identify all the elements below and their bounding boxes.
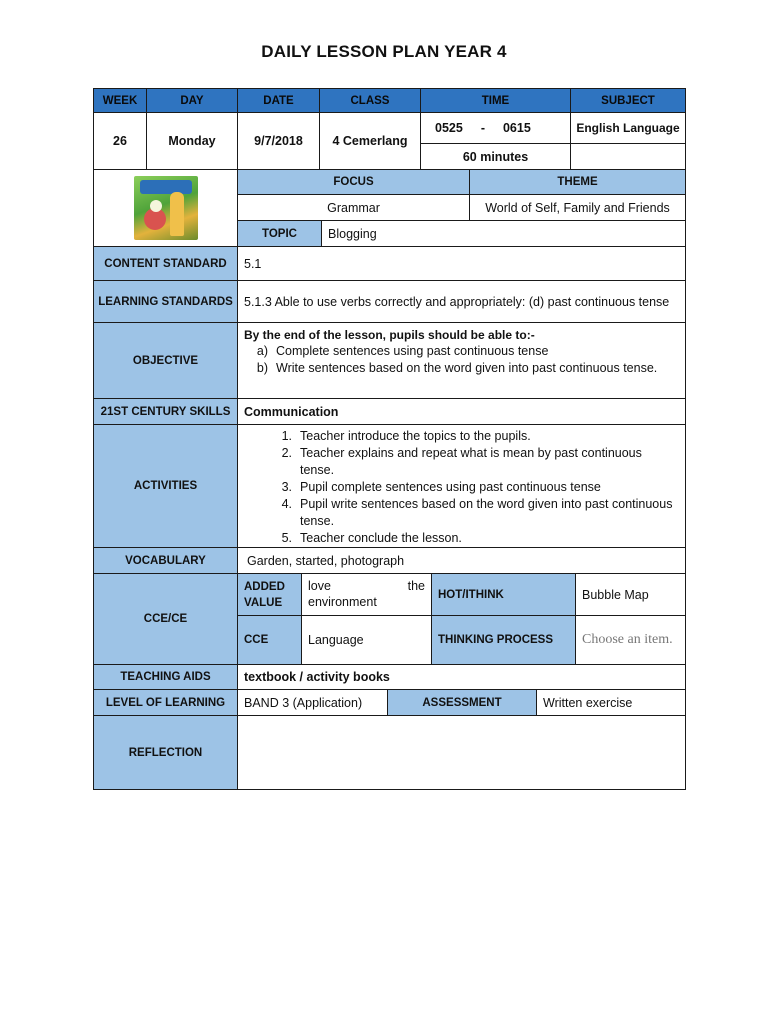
reflection-value[interactable] xyxy=(237,715,686,790)
objective-item: b) Write sentences based on the word given into past continuous tense. xyxy=(256,361,658,375)
cce-ce-label: CCE/CE xyxy=(93,573,238,665)
day-value: Monday xyxy=(146,112,238,170)
activity-item: 4. Pupil write sentences based on the word given into past continuous tense. xyxy=(281,497,673,528)
level-of-learning-label: LEVEL OF LEARNING xyxy=(93,689,238,716)
objective-intro: By the end of the lesson, pupils should be able to:- xyxy=(244,328,535,342)
page-title: DAILY LESSON PLAN YEAR 4 xyxy=(261,42,507,61)
content-standard-value: 5.1 xyxy=(237,246,686,281)
theme-header: THEME xyxy=(469,169,686,195)
date-header: DATE xyxy=(237,88,320,113)
duration-value: 60 minutes xyxy=(420,143,571,170)
learning-standards-label: LEARNING STANDARDS xyxy=(93,280,238,323)
objective-item: a) Complete sentences using past continuous tense xyxy=(256,344,549,358)
objective-label: OBJECTIVE xyxy=(93,322,238,399)
level-of-learning-value: BAND 3 (Application) xyxy=(237,689,388,716)
book-cover-cell xyxy=(93,169,238,247)
assessment-value: Written exercise xyxy=(536,689,686,716)
time-range xyxy=(420,112,571,144)
teaching-aids-label: TEACHING AIDS xyxy=(93,664,238,690)
skills-label: 21ST CENTURY SKILLS xyxy=(93,398,238,425)
subject-empty-cell xyxy=(570,143,686,170)
added-value-word: the xyxy=(407,579,425,593)
cce-sub-label: CCE xyxy=(237,615,302,665)
time-separator: - xyxy=(480,121,485,135)
focus-header: FOCUS xyxy=(237,169,470,195)
objective-list xyxy=(244,343,679,377)
content-standard-label: CONTENT STANDARD xyxy=(93,246,238,281)
hot-ithink-label: HOT/ITHINK xyxy=(431,573,576,616)
time-end: 0615 xyxy=(502,121,531,135)
topic-label: TOPIC xyxy=(237,220,322,247)
added-value-word: love xyxy=(308,579,331,593)
activities-label: ACTIVITIES xyxy=(93,424,238,548)
added-value-line2: environment xyxy=(308,595,377,609)
activity-item: 5. Teacher conclude the lesson. xyxy=(281,531,462,545)
activities-cell xyxy=(237,424,686,548)
objective-cell xyxy=(237,322,686,399)
learning-standards-value: 5.1.3 Able to use verbs correctly and appropriately: (d) past continuous tense xyxy=(237,280,686,323)
week-header: WEEK xyxy=(93,88,147,113)
focus-value: Grammar xyxy=(237,194,470,221)
hot-ithink-value: Bubble Map xyxy=(575,573,686,616)
subject-value: English Language xyxy=(570,112,686,144)
activity-item: 3. Pupil complete sentences using past continuous tense xyxy=(281,480,601,494)
activity-item: 2. Teacher explains and repeat what is mean by past continuous tense. xyxy=(281,446,642,477)
added-value-label: ADDED VALUE xyxy=(237,573,302,616)
cce-value: Language xyxy=(301,615,432,665)
day-header: DAY xyxy=(146,88,238,113)
thinking-process-dropdown[interactable]: Choose an item. xyxy=(575,615,686,665)
teaching-aids-value: textbook / activity books xyxy=(237,664,686,690)
time-header: TIME xyxy=(420,88,571,113)
added-value-value xyxy=(301,573,432,616)
theme-value: World of Self, Family and Friends xyxy=(469,194,686,221)
subject-header: SUBJECT xyxy=(570,88,686,113)
topic-value: Blogging xyxy=(321,220,686,247)
reflection-label: REFLECTION xyxy=(93,715,238,790)
vocabulary-value: Garden, started, photograph xyxy=(237,547,686,574)
textbook-cover-icon xyxy=(134,176,198,240)
thinking-process-label: THINKING PROCESS xyxy=(431,615,576,665)
class-header: CLASS xyxy=(319,88,421,113)
activity-item: 1. Teacher introduce the topics to the pupils. xyxy=(281,429,531,443)
class-value: 4 Cemerlang xyxy=(319,112,421,170)
date-value: 9/7/2018 xyxy=(237,112,320,170)
vocabulary-label: VOCABULARY xyxy=(93,547,238,574)
time-start: 0525 xyxy=(435,121,463,135)
skills-value: Communication xyxy=(237,398,686,425)
assessment-label: ASSESSMENT xyxy=(387,689,537,716)
week-value: 26 xyxy=(93,112,147,170)
activities-list xyxy=(244,428,679,547)
